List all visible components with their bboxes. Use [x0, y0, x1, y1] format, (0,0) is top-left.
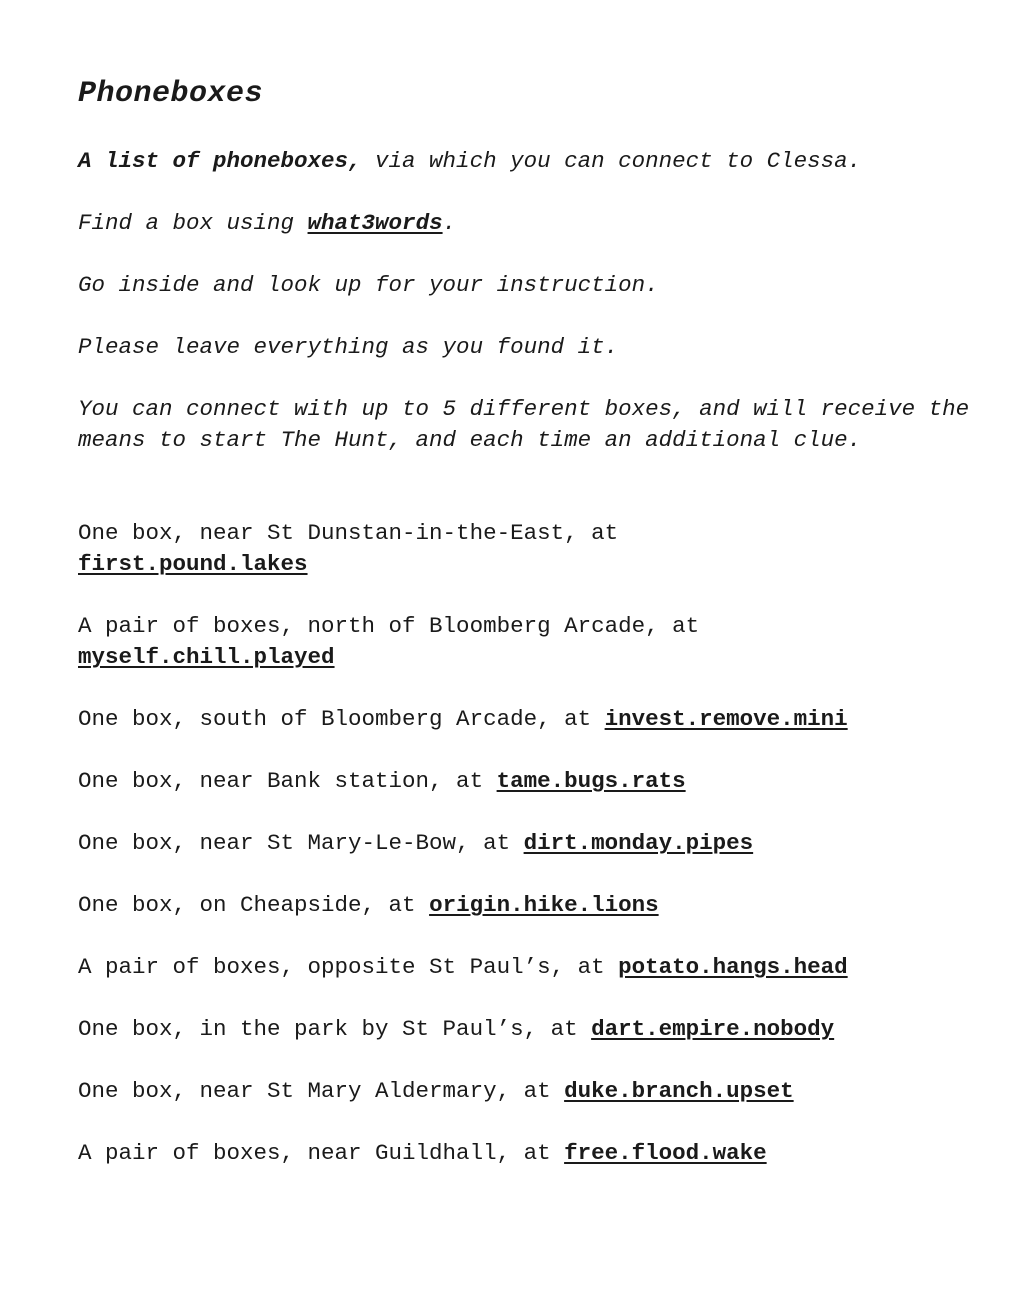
intro-section [78, 146, 978, 456]
phonebox-item [78, 611, 978, 673]
what3words-link[interactable]: what3words [307, 210, 443, 236]
intro-list-paragraph [78, 146, 978, 177]
intro-find-suffix: . [442, 210, 457, 236]
phonebox-description: One box, in the park by St Paul’s, at [78, 1016, 578, 1042]
phonebox-location-link[interactable]: duke.branch.upset [564, 1078, 794, 1104]
page-title: Phoneboxes [78, 77, 264, 111]
intro-find-prefix: Find a box using [78, 210, 308, 236]
phonebox-item [78, 704, 978, 735]
phonebox-description: One box, near St Dunstan-in-the-East, at [78, 520, 619, 546]
phonebox-location-link[interactable]: origin.hike.lions [429, 892, 659, 918]
phonebox-item [78, 890, 978, 921]
document-page [78, 72, 978, 1169]
intro-list-rest: via which you can connect to Clessa. [361, 148, 862, 174]
phonebox-list [78, 518, 978, 1169]
phonebox-item [78, 828, 978, 859]
phonebox-description: A pair of boxes, north of Bloomberg Arcade, at [78, 613, 700, 639]
phonebox-description: A pair of boxes, near Guildhall, at [78, 1140, 551, 1166]
phonebox-description: One box, near St Mary Aldermary, at [78, 1078, 551, 1104]
phonebox-description: A pair of boxes, opposite St Paul’s, at [78, 954, 605, 980]
phonebox-location-link[interactable]: invest.remove.mini [604, 706, 848, 732]
phonebox-location-link[interactable]: myself.chill.played [78, 644, 335, 670]
phonebox-item [78, 1138, 978, 1169]
phonebox-description: One box, near St Mary-Le-Bow, at [78, 830, 511, 856]
phonebox-item [78, 766, 978, 797]
phonebox-description: One box, near Bank station, at [78, 768, 484, 794]
phonebox-location-link[interactable]: first.pound.lakes [78, 551, 308, 577]
phonebox-description: One box, on Cheapside, at [78, 892, 416, 918]
intro-please-leave-paragraph: Please leave everything as you found it. [78, 334, 619, 360]
phonebox-item [78, 518, 978, 580]
phonebox-item [78, 1076, 978, 1107]
phonebox-location-link[interactable]: dirt.monday.pipes [523, 830, 754, 856]
intro-connect-paragraph: You can connect with up to 5 different boxes, and will receive the means to start The Hunt, and each time an additional clue. [78, 396, 970, 453]
phonebox-item [78, 952, 978, 983]
phonebox-location-link[interactable]: free.flood.wake [564, 1140, 767, 1166]
phonebox-location-link[interactable]: dart.empire.nobody [591, 1016, 835, 1042]
phonebox-description: One box, south of Bloomberg Arcade, at [78, 706, 592, 732]
phonebox-item [78, 1014, 978, 1045]
phonebox-location-link[interactable]: potato.hangs.head [618, 954, 848, 980]
intro-find-paragraph [78, 208, 978, 239]
phonebox-location-link[interactable]: tame.bugs.rats [496, 768, 686, 794]
intro-go-inside-paragraph: Go inside and look up for your instruction. [78, 272, 659, 298]
intro-list-bold: A list of phoneboxes, [78, 148, 362, 174]
